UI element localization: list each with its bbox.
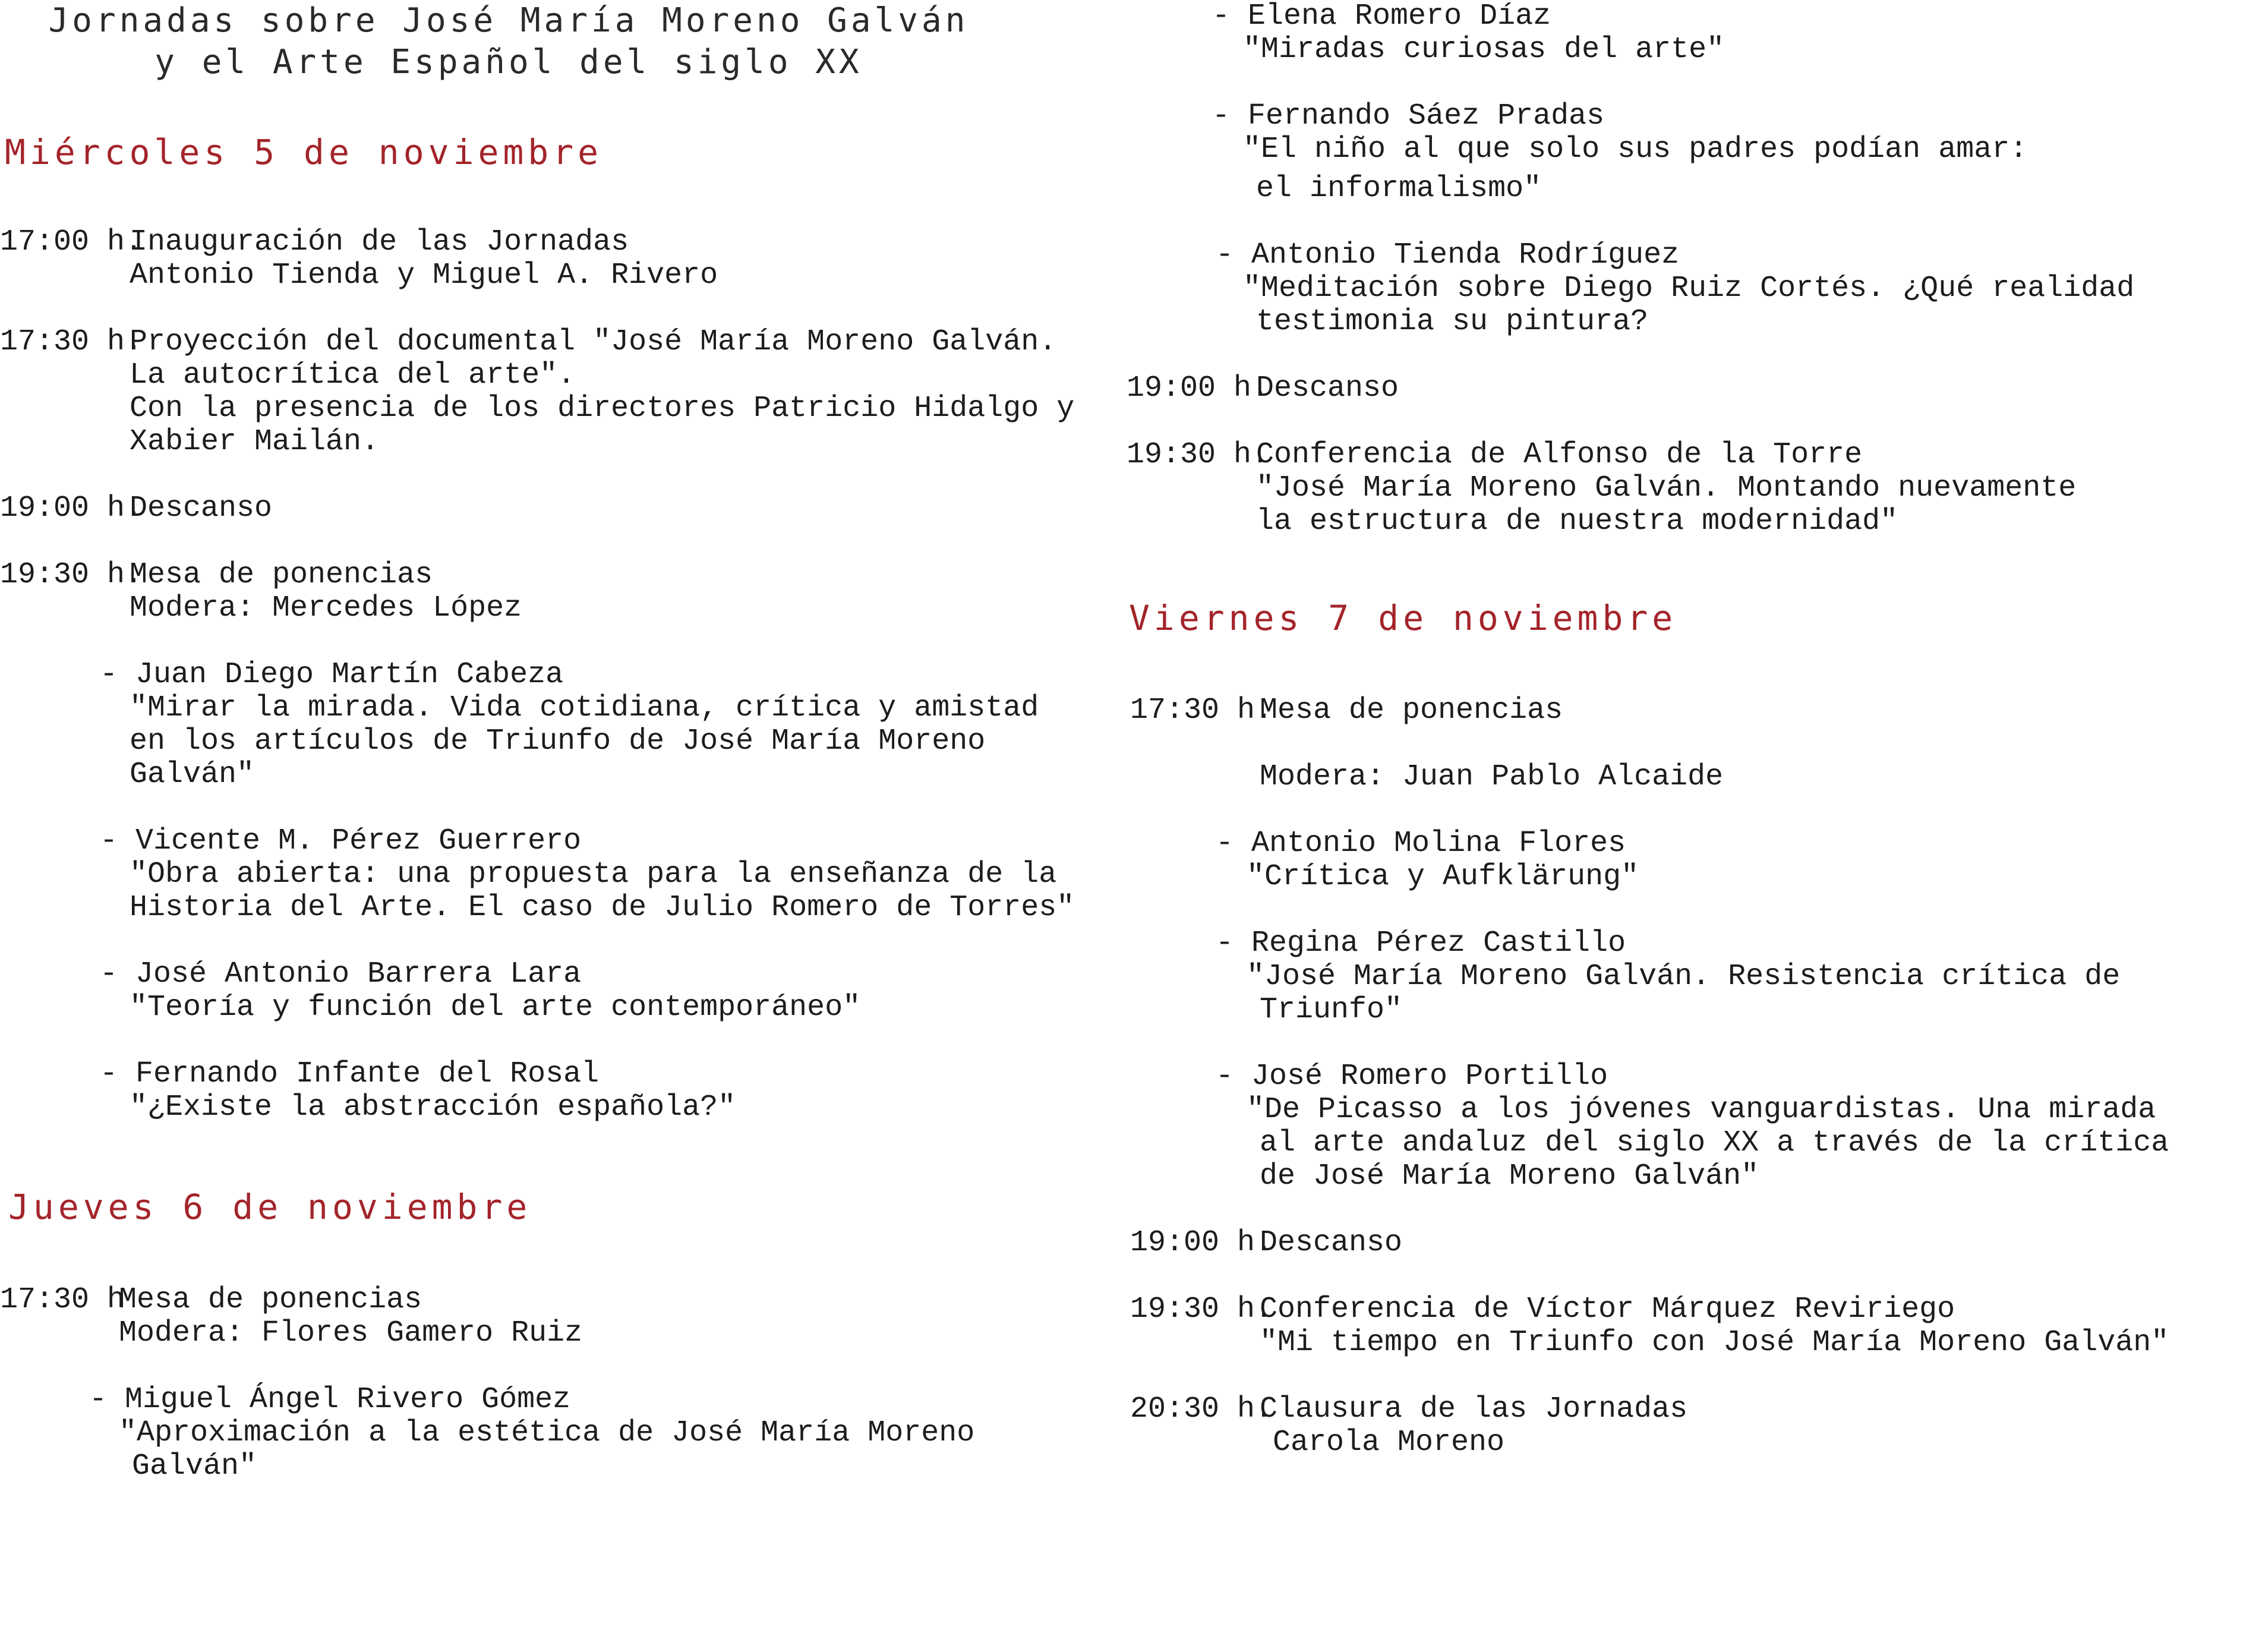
event-detail: Carola Moreno	[1273, 1426, 1505, 1459]
event-detail: "José María Moreno Galván. Montando nuevamente	[1256, 471, 2077, 505]
speaker-name: - Antonio Tienda Rodríguez	[1216, 238, 1680, 272]
talk-title: "Teoría y función del arte contemporáneo"	[130, 991, 861, 1024]
title-line-1: Jornadas sobre José María Moreno Galván	[48, 1, 969, 40]
talk-title: "De Picasso a los jóvenes vanguardistas. Una mirada	[1247, 1093, 2156, 1127]
time-label: 19:30 h.	[0, 558, 143, 592]
event-title: Conferencia de Víctor Márquez Reviriego	[1260, 1292, 1955, 1326]
time-label: 20:30 h.	[1130, 1392, 1273, 1426]
speaker-name: - José Antonio Barrera Lara	[100, 957, 582, 991]
speaker-name: - José Romero Portillo	[1216, 1060, 1608, 1093]
talk-title: en los artículos de Triunfo de José María Moreno	[130, 724, 986, 758]
event-title: Mesa de ponencias	[119, 1283, 422, 1317]
talk-title: "Obra abierta: una propuesta para la enseñanza de la	[130, 857, 1057, 891]
speaker-name: - Miguel Ángel Rivero Gómez	[89, 1383, 571, 1417]
speaker-name: - Juan Diego Martín Cabeza	[100, 658, 564, 692]
event-title: Clausura de las Jornadas	[1260, 1392, 1688, 1426]
speaker-name: - Regina Pérez Castillo	[1216, 926, 1626, 960]
time-label: 17:30 h.	[1130, 693, 1273, 727]
title-line-2: y el Arte Español del siglo XX	[154, 43, 863, 81]
talk-title: Galván"	[130, 758, 255, 792]
talk-title: de José María Moreno Galván"	[1260, 1159, 1759, 1193]
moderator: Modera: Flores Gamero Ruiz	[119, 1316, 583, 1350]
event-title: Descanso	[1256, 371, 1399, 405]
time-label: 19:00 h.	[1130, 1226, 1273, 1260]
event-title: Descanso	[1260, 1226, 1403, 1260]
moderator: Modera: Juan Pablo Alcaide	[1260, 760, 1724, 794]
talk-title: "Crítica y Aufklärung"	[1247, 860, 1639, 894]
speaker-name: - Fernando Infante del Rosal	[100, 1057, 600, 1091]
talk-title: "El niño al que solo sus padres podían amar:	[1243, 133, 2028, 166]
event-title: Mesa de ponencias	[130, 558, 433, 592]
event-detail: La autocrítica del arte".	[130, 358, 576, 392]
talk-title: el informalismo"	[1256, 172, 1542, 206]
talk-title: "Aproximación a la estética de José María Moreno	[119, 1416, 975, 1450]
program-title	[39, 0, 978, 83]
talk-title: Triunfo"	[1260, 993, 1403, 1027]
time-label: 17:30 h	[0, 1283, 125, 1317]
event-title: Mesa de ponencias	[1260, 693, 1563, 727]
talk-title: "¿Existe la abstracción española?"	[130, 1090, 736, 1124]
time-label: 17:00 h.	[0, 225, 143, 259]
event-detail: Xabier Mailán.	[130, 425, 380, 459]
event-title: Descanso	[130, 491, 273, 525]
talk-title: Historia del Arte. El caso de Julio Romero de Torres"	[130, 891, 1075, 925]
speaker-name: - Antonio Molina Flores	[1216, 827, 1626, 860]
event-detail: "Mi tiempo en Triunfo con José María Moreno Galván"	[1260, 1326, 2169, 1360]
time-label: 19:00 h.	[0, 491, 143, 525]
talk-title: "Mirar la mirada. Vida cotidiana, crítica y amistad	[130, 691, 1039, 725]
day-heading-friday: Viernes 7 de noviembre	[1129, 598, 1677, 638]
talk-title: "José María Moreno Galván. Resistencia crítica de	[1247, 960, 2121, 994]
event-title: Inauguración de las Jornadas	[130, 225, 629, 259]
event-title: Proyección del documental "José María Moreno Galván.	[130, 325, 1057, 359]
speaker-name: - Vicente M. Pérez Guerrero	[100, 824, 582, 858]
time-label: 19:30 h.	[1130, 1292, 1273, 1326]
talk-title: al arte andaluz del siglo XX a través de la crítica	[1260, 1126, 2169, 1160]
time-label: 17:30 h.	[0, 325, 143, 359]
speaker-name: - Fernando Sáez Pradas	[1212, 99, 1605, 133]
event-title: Conferencia de Alfonso de la Torre	[1256, 438, 1863, 472]
talk-title: "Miradas curiosas del arte"	[1243, 33, 1725, 67]
talk-title: testimonia su pintura?	[1256, 305, 1649, 339]
day-heading-thursday: Jueves 6 de noviembre	[8, 1187, 532, 1227]
speaker-name: - Elena Romero Díaz	[1212, 0, 1551, 33]
time-label: 19:00 h.	[1127, 371, 1270, 405]
moderator: Modera: Mercedes López	[130, 591, 522, 625]
event-detail: Con la presencia de los directores Patricio Hidalgo y	[130, 392, 1075, 425]
talk-title: Galván"	[132, 1449, 257, 1483]
event-detail: la estructura de nuestra modernidad"	[1256, 505, 1898, 538]
event-detail: Antonio Tienda y Miguel A. Rivero	[130, 258, 718, 292]
day-heading-wednesday: Miércoles 5 de noviembre	[5, 132, 603, 172]
time-label: 19:30 h.	[1127, 438, 1270, 472]
talk-title: "Meditación sobre Diego Ruiz Cortés. ¿Qué realidad	[1243, 272, 2135, 305]
